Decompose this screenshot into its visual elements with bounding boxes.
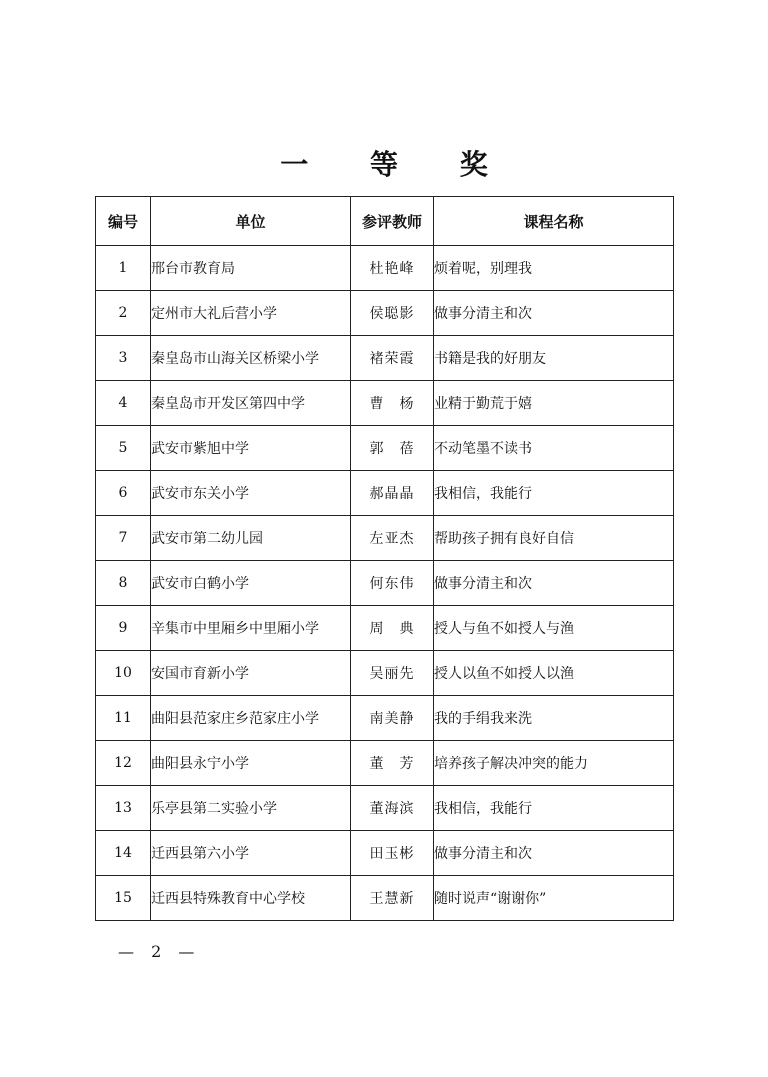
row-teacher: 董海滨	[351, 786, 434, 831]
row-teacher: 褚荣霞	[351, 336, 434, 381]
row-course: 业精于勤荒于嬉	[434, 381, 674, 426]
row-unit: 武安市白鹤小学	[151, 561, 351, 606]
table-row	[96, 381, 674, 426]
row-no: 1	[96, 246, 151, 291]
award-table	[95, 196, 674, 921]
row-teacher: 何东伟	[351, 561, 434, 606]
row-no: 14	[96, 831, 151, 876]
row-unit: 安国市育新小学	[151, 651, 351, 696]
table-row	[96, 561, 674, 606]
row-course: 烦着呢，别理我	[434, 246, 674, 291]
table-row	[96, 741, 674, 786]
row-course: 书籍是我的好朋友	[434, 336, 674, 381]
row-no: 8	[96, 561, 151, 606]
row-no: 2	[96, 291, 151, 336]
row-unit: 曲阳县范家庄乡范家庄小学	[151, 696, 351, 741]
table-row	[96, 291, 674, 336]
row-course: 做事分清主和次	[434, 831, 674, 876]
row-unit: 迁西县特殊教育中心学校	[151, 876, 351, 921]
row-course: 做事分清主和次	[434, 291, 674, 336]
row-no: 5	[96, 426, 151, 471]
row-unit: 武安市东关小学	[151, 471, 351, 516]
row-no: 3	[96, 336, 151, 381]
row-course: 授人与鱼不如授人与渔	[434, 606, 674, 651]
row-course: 我相信，我能行	[434, 786, 674, 831]
row-unit: 邢台市教育局	[151, 246, 351, 291]
row-teacher: 周 典	[351, 606, 434, 651]
row-no: 13	[96, 786, 151, 831]
row-course: 培养孩子解决冲突的能力	[434, 741, 674, 786]
row-teacher: 吴丽先	[351, 651, 434, 696]
row-unit: 秦皇岛市山海关区桥梁小学	[151, 336, 351, 381]
row-teacher: 田玉彬	[351, 831, 434, 876]
row-teacher: 王慧新	[351, 876, 434, 921]
row-unit: 乐亭县第二实验小学	[151, 786, 351, 831]
table-row	[96, 336, 674, 381]
table-row	[96, 876, 674, 921]
row-no: 7	[96, 516, 151, 561]
row-course: 我的手绢我来洗	[434, 696, 674, 741]
table-header-row	[96, 197, 674, 246]
row-teacher: 杜艳峰	[351, 246, 434, 291]
page-number: — 2 —	[118, 942, 201, 961]
row-course: 随时说声“谢谢你”	[434, 876, 674, 921]
table-row	[96, 606, 674, 651]
page-title: 一 等 奖	[280, 148, 514, 181]
row-no: 15	[96, 876, 151, 921]
row-teacher: 曹 杨	[351, 381, 434, 426]
table-row	[96, 696, 674, 741]
row-no: 4	[96, 381, 151, 426]
table-row	[96, 651, 674, 696]
row-unit: 武安市紫旭中学	[151, 426, 351, 471]
row-teacher: 郭 蓓	[351, 426, 434, 471]
row-no: 10	[96, 651, 151, 696]
row-no: 12	[96, 741, 151, 786]
header-unit: 单位	[151, 197, 351, 246]
header-teacher: 参评教师	[351, 197, 434, 246]
row-unit: 曲阳县永宁小学	[151, 741, 351, 786]
row-unit: 秦皇岛市开发区第四中学	[151, 381, 351, 426]
row-teacher: 董 芳	[351, 741, 434, 786]
table-row	[96, 426, 674, 471]
table-row	[96, 471, 674, 516]
row-course: 我相信，我能行	[434, 471, 674, 516]
row-course: 授人以鱼不如授人以渔	[434, 651, 674, 696]
row-unit: 定州市大礼后营小学	[151, 291, 351, 336]
header-no: 编号	[96, 197, 151, 246]
header-course: 课程名称	[434, 197, 674, 246]
row-no: 9	[96, 606, 151, 651]
row-course: 不动笔墨不读书	[434, 426, 674, 471]
row-teacher: 侯聪影	[351, 291, 434, 336]
row-no: 6	[96, 471, 151, 516]
table-row	[96, 246, 674, 291]
row-teacher: 郝晶晶	[351, 471, 434, 516]
row-course: 帮助孩子拥有良好自信	[434, 516, 674, 561]
row-no: 11	[96, 696, 151, 741]
table-row	[96, 786, 674, 831]
table-row	[96, 831, 674, 876]
row-teacher: 左亚杰	[351, 516, 434, 561]
row-unit: 辛集市中里厢乡中里厢小学	[151, 606, 351, 651]
row-course: 做事分清主和次	[434, 561, 674, 606]
row-unit: 武安市第二幼儿园	[151, 516, 351, 561]
row-teacher: 南美静	[351, 696, 434, 741]
table-row	[96, 516, 674, 561]
row-unit: 迁西县第六小学	[151, 831, 351, 876]
